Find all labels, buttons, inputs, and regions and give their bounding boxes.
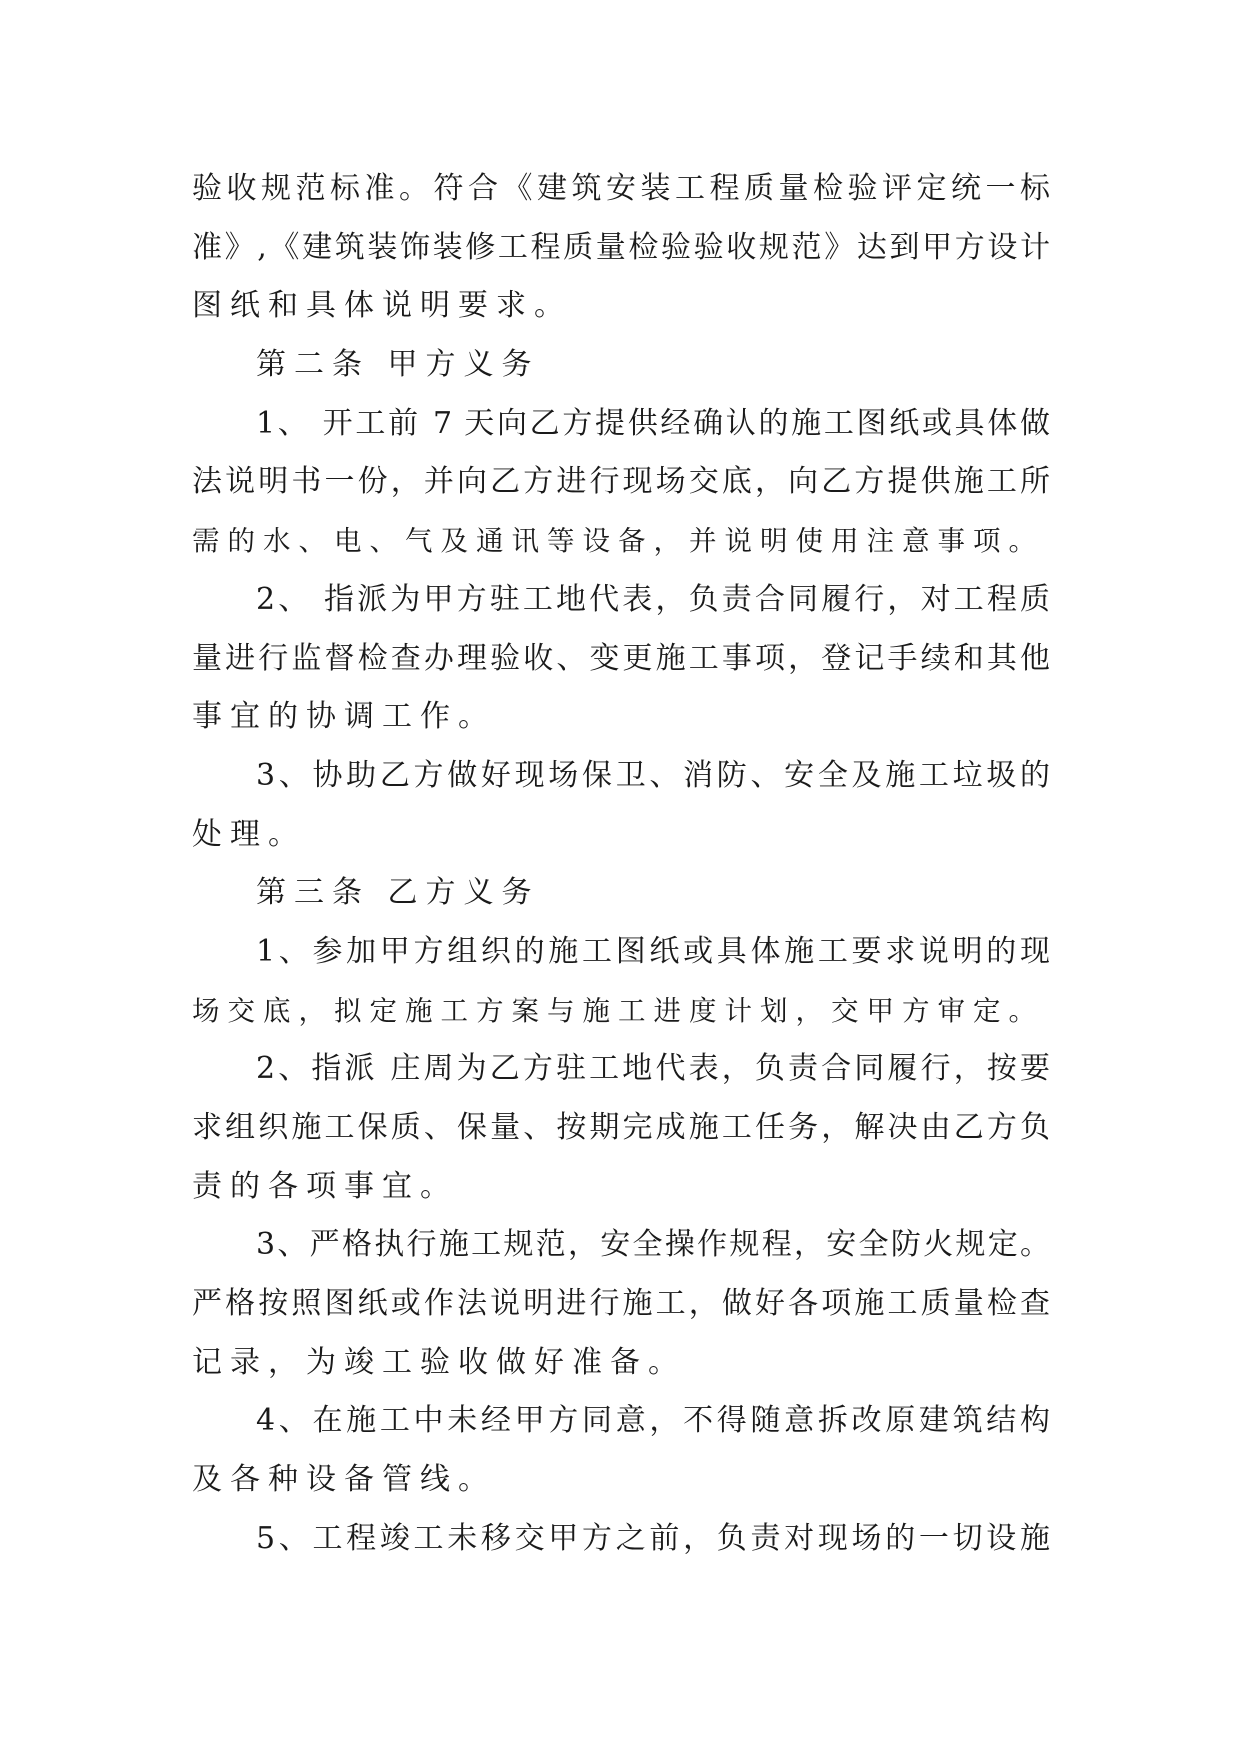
text-line: 1、 开工前 7 天向乙方提供经确认的施工图纸或具体做 bbox=[256, 405, 1050, 441]
text-line: 求组织施工保质、保量、按期完成施工任务，解决由乙方负 bbox=[192, 1110, 1050, 1145]
text-line: 第三条 乙方义务 bbox=[256, 875, 540, 911]
text-line: 4、在施工中未经甲方同意，不得随意拆改原建筑结构 bbox=[256, 1403, 1050, 1439]
document-page bbox=[192, 160, 1050, 1569]
text-line: 图纸和具体说明要求。 bbox=[192, 288, 572, 324]
text-line: 严格按照图纸或作法说明进行施工，做好各项施工质量检查 bbox=[192, 1286, 1050, 1322]
text-line: 2、 指派为甲方驻工地代表，负责合同履行，对工程质 bbox=[256, 581, 1050, 617]
text-line: 需的水、电、气及通讯等设备，并说明使用注意事项。 bbox=[192, 525, 1044, 558]
text-line: 法说明书一份，并向乙方进行现场交底，向乙方提供施工所 bbox=[192, 464, 1050, 500]
text-line: 3、严格执行施工规范，安全操作规程，安全防火规定。 bbox=[256, 1227, 1050, 1263]
text-line: 责的各项事宜。 bbox=[192, 1168, 458, 1204]
text-line: 处理。 bbox=[192, 816, 306, 852]
text-line: 5、工程竣工未移交甲方之前，负责对现场的一切设施 bbox=[256, 1520, 1050, 1556]
text-line: 事宜的协调工作。 bbox=[192, 699, 496, 735]
text-line: 2、指派 庄周为乙方驻工地代表，负责合同履行，按要 bbox=[256, 1051, 1050, 1087]
text-line: 记录，为竣工验收做好准备。 bbox=[192, 1344, 686, 1380]
text-line: 量进行监督检查办理验收、变更施工事项，登记手续和其他 bbox=[192, 640, 1050, 676]
text-line: 验收规范标准。符合《建筑安装工程质量检验评定统一标 bbox=[192, 171, 1050, 206]
text-line: 1、参加甲方组织的施工图纸或具体施工要求说明的现 bbox=[256, 933, 1050, 969]
text-line: 场交底，拟定施工方案与施工进度计划，交甲方审定。 bbox=[192, 994, 1044, 1027]
text-line: 第二条 甲方义务 bbox=[256, 347, 540, 383]
text-line: 准》,《建筑装饰装修工程质量检验验收规范》达到甲方设计 bbox=[192, 229, 1050, 265]
text-line: 3、协助乙方做好现场保卫、消防、安全及施工垃圾的 bbox=[256, 757, 1050, 793]
document-body bbox=[192, 160, 1050, 1569]
text-line: 及各种设备管线。 bbox=[192, 1462, 496, 1498]
